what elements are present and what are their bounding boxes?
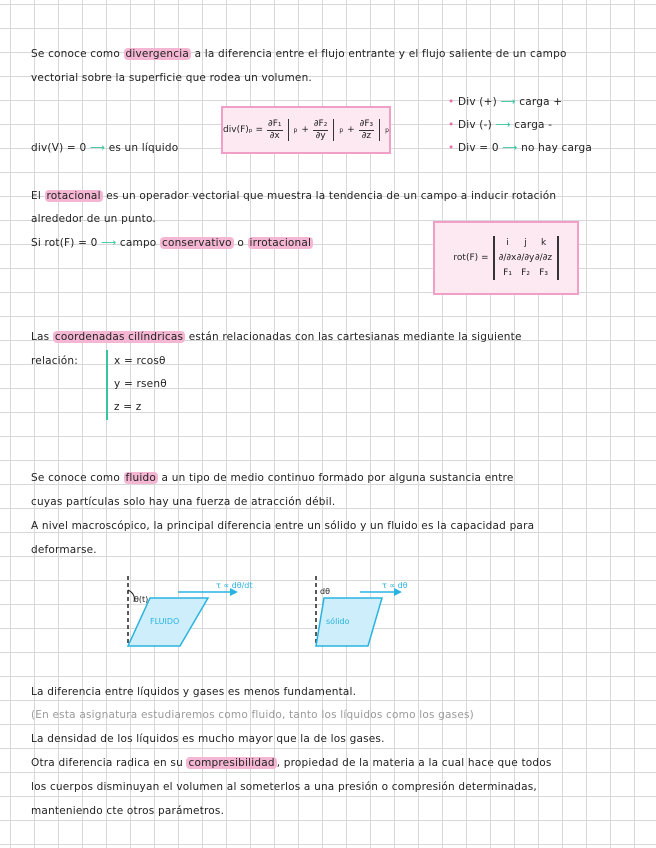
- eq-y: y = rsenθ: [114, 378, 167, 390]
- fluid-line-4: deformarse.: [31, 544, 97, 556]
- highlight-fluido: fluido: [125, 472, 156, 484]
- rotational-line-1: El rotacional es un operador vectorial que muestra la tendencia de un campo a inducir rotación: [31, 190, 557, 202]
- highlight-irrotacional: irrotacional: [249, 237, 312, 249]
- arrow-icon: ⟶: [500, 96, 516, 108]
- arrow-icon: ⟶: [89, 142, 106, 154]
- divergence-line-1: Se conoce como divergencia a la diferencia entre el flujo entrante y el flujo saliente de un campo: [31, 48, 567, 60]
- highlight-divergencia: divergencia: [125, 48, 190, 60]
- cylindrical-line-2: relación:: [31, 355, 79, 367]
- eq-x: x = rcosθ: [114, 355, 166, 367]
- solid-theta-label: dθ: [320, 587, 330, 596]
- div-bullet-1: • Div (+) ⟶ carga +: [448, 96, 563, 108]
- gases-note: (En esta asignatura estudiaremos como fluido, tanto los líquidos como los gases): [31, 709, 474, 721]
- divergence-line-2: vectorial sobre la superficie que rodea un volumen.: [31, 72, 312, 84]
- solid-tau-label: τ ∝ dθ: [382, 581, 408, 590]
- divergence-formula-box: div(F)ₚ = $\frac{\text{∂F₁}}{\partial x}$ p + $\frac{\text{∂F₂}}{\partial y}$ p + $\frac{\text{∂F₃}}{\partial z}$ p: [221, 106, 391, 154]
- solid-label: sólido: [326, 617, 350, 626]
- gases-line-3: La densidad de los líquidos es mucho mayor que la de los gases.: [31, 733, 385, 745]
- fluid-line-1: Se conoce como fluido a un tipo de medio continuo formado por alguna sustancia entre: [31, 472, 514, 484]
- fluid-label: FLUIDO: [150, 617, 180, 626]
- fluid-tau-label: τ ∝ dθ/dt: [216, 581, 253, 590]
- fluid-line-2: cuyas partículas solo hay una fuerza de atracción débil.: [31, 496, 336, 508]
- eq-z: z = z: [114, 401, 142, 413]
- gases-line-5: los cuerpos disminuyan el volumen al someterlos a una presión o compresión determinadas,: [31, 781, 537, 793]
- rotational-line-2: alrededor de un punto.: [31, 213, 156, 225]
- div-zero-liquid: div(V) = 0 ⟶ es un líquido: [31, 142, 179, 154]
- cylindrical-line-1: Las coordenadas cilíndricas están relacionadas con las cartesianas mediante la siguiente: [31, 331, 522, 343]
- rotational-line-3: Si rot(F) = 0 ⟶ campo conservativo o irrotacional: [31, 237, 312, 249]
- fluid-solid-diagram: [110, 572, 430, 656]
- arrow-icon: ⟶: [101, 237, 117, 249]
- highlight-rotacional: rotacional: [46, 190, 101, 202]
- gases-line-1: La diferencia entre líquidos y gases es menos fundamental.: [31, 686, 357, 698]
- highlight-compresibilidad: compresibilidad: [188, 757, 275, 769]
- determinant: i j k ∂/∂x ∂/∂y ∂/∂z F₁ F₂ F₃: [493, 236, 559, 280]
- equation-bracket: [106, 350, 108, 420]
- rotational-matrix-box: rot(F) = i j k ∂/∂x ∂/∂y ∂/∂z F₁ F₂ F₃: [433, 221, 579, 295]
- gases-line-4: Otra diferencia radica en su compresibilidad , propiedad de la materia a la cual hace que todos: [31, 757, 552, 769]
- div-bullet-2: • Div (-) ⟶ carga -: [448, 119, 553, 131]
- fluid-line-3: A nivel macroscópico, la principal diferencia entre un sólido y un fluido es la capacidad para: [31, 520, 535, 532]
- div-bullet-3: • Div = 0 ⟶ no hay carga: [448, 142, 592, 154]
- highlight-conservativo: conservativo: [161, 237, 232, 249]
- fluid-theta-label: θ(t): [134, 595, 149, 604]
- gases-line-6: manteniendo cte otros parámetros.: [31, 805, 225, 817]
- arrow-icon: ⟶: [502, 142, 518, 154]
- arrow-icon: ⟶: [495, 119, 511, 131]
- highlight-coordenadas-cilindricas: coordenadas cilíndricas: [54, 331, 184, 343]
